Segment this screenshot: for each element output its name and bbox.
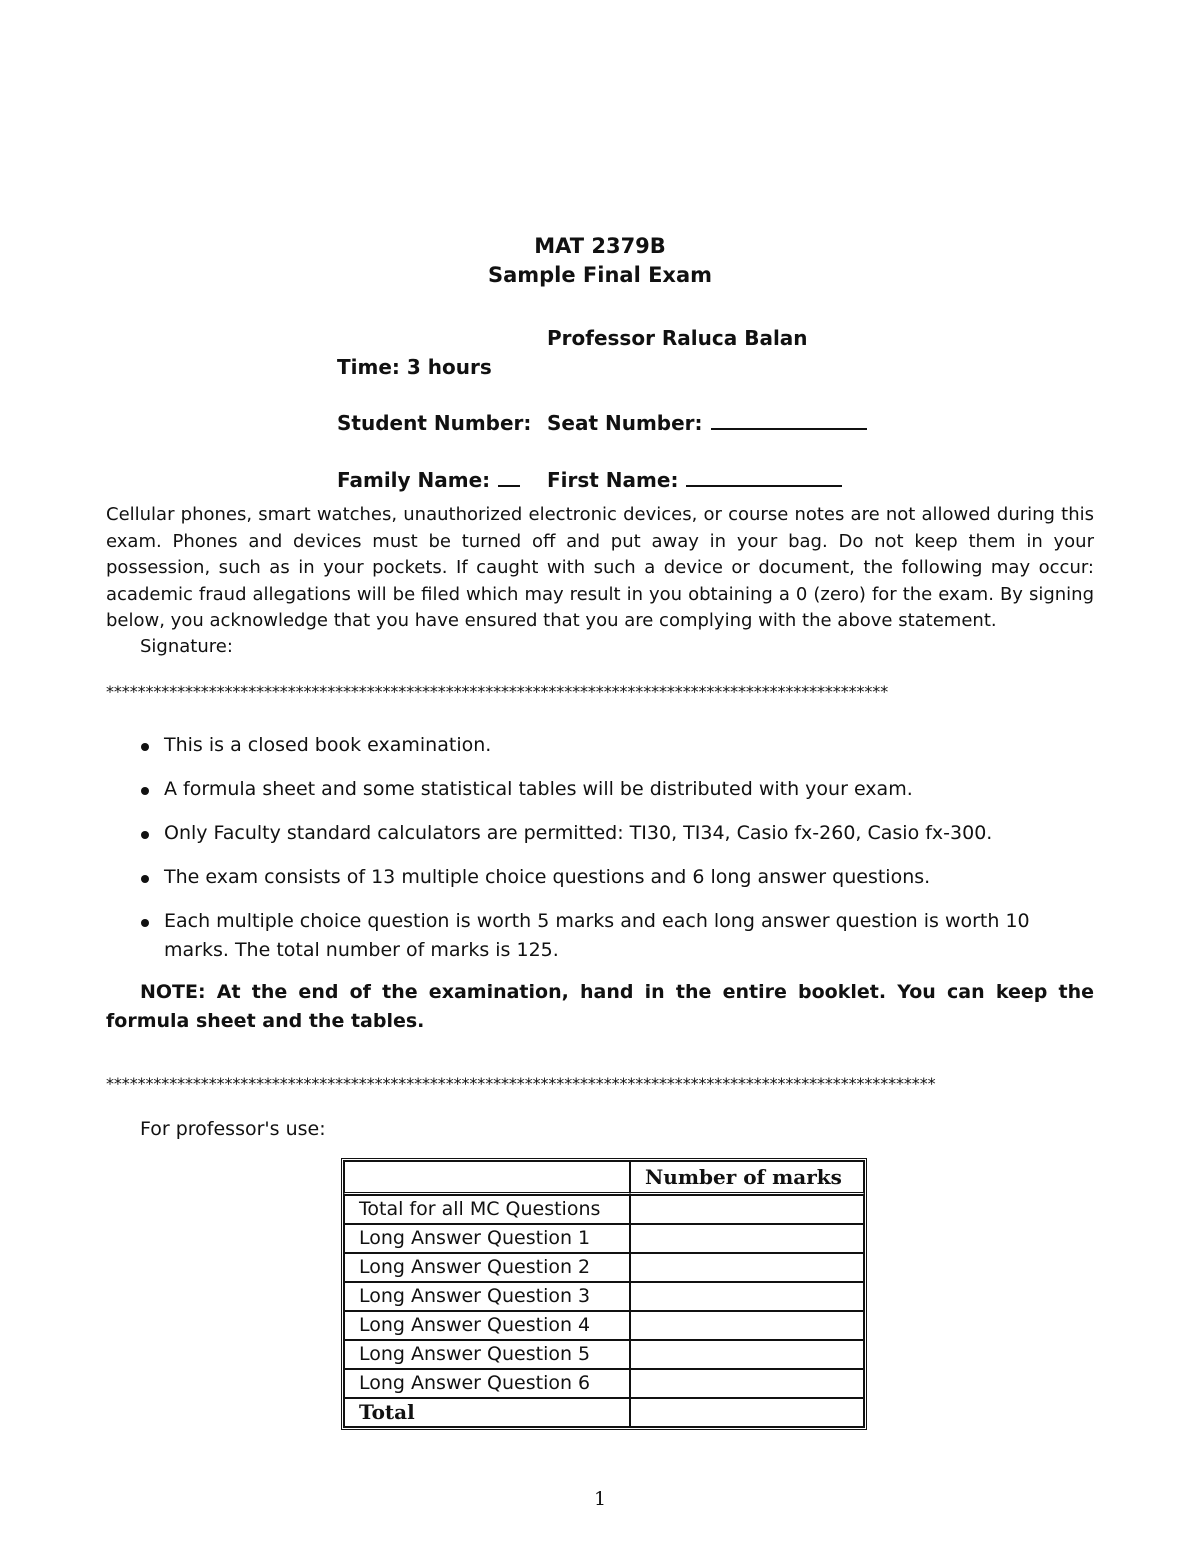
exam-time: Time: 3 hours — [337, 355, 492, 379]
separator-bottom: ********************************************************************************************************* — [106, 1074, 936, 1093]
table-row — [344, 1369, 864, 1398]
marks-cell[interactable] — [630, 1311, 864, 1340]
marks-cell[interactable] — [630, 1282, 864, 1311]
table-header-row — [344, 1161, 864, 1195]
table-row — [344, 1340, 864, 1369]
family-name-label: Family Name: — [337, 468, 491, 492]
row-label: Long Answer Question 6 — [344, 1369, 630, 1398]
table-header-empty — [344, 1161, 630, 1195]
device-policy-notice: Cellular phones, smart watches, unauthorized electronic devices, or course notes are not allowed during this exam. Phones and devices must be turned off and put away in your bag. Do not keep them in your possession, such as in your pockets. If caught with such a device or document, the following may occur: academic fraud allegations will be filed which may result in you obtaining a 0 (zero) for the exam. By signing below, you acknowledge that you have ensured that you are complying with the above statement. — [106, 504, 1094, 632]
seat-number-field[interactable] — [547, 411, 867, 435]
first-name-label: First Name: — [547, 468, 679, 492]
course-code: MAT 2379B — [534, 234, 666, 258]
separator-top: *************************************************************************************************** — [106, 682, 889, 701]
seat-number-blank[interactable] — [711, 427, 867, 430]
professor-use-label: For professor's use: — [140, 1118, 326, 1140]
student-number-label: Student Number: — [337, 411, 532, 435]
table-row — [344, 1224, 864, 1253]
row-label: Long Answer Question 1 — [344, 1224, 630, 1253]
note-block — [106, 978, 1094, 1036]
marks-cell[interactable] — [630, 1195, 864, 1224]
instructions-list — [140, 731, 1095, 980]
table-row — [344, 1195, 864, 1224]
row-label: Long Answer Question 3 — [344, 1282, 630, 1311]
row-label: Long Answer Question 4 — [344, 1311, 630, 1340]
table-row-total — [344, 1398, 864, 1427]
seat-number-label: Seat Number: — [547, 411, 703, 435]
family-name-blank[interactable] — [498, 484, 520, 487]
marks-cell[interactable] — [630, 1369, 864, 1398]
first-name-blank[interactable] — [686, 484, 842, 487]
instruction-item: This is a closed book examination. — [140, 731, 1095, 760]
instruction-item: A formula sheet and some statistical tables will be distributed with your exam. — [140, 775, 1095, 804]
marks-table — [341, 1158, 867, 1430]
professor-name: Professor Raluca Balan — [547, 326, 808, 350]
marks-cell[interactable] — [630, 1224, 864, 1253]
note-text: NOTE: At the end of the examination, hand in the entire booklet. You can keep the formula sheet and the tables. — [106, 981, 1094, 1032]
row-label: Total for all MC Questions — [344, 1195, 630, 1224]
table-row — [344, 1282, 864, 1311]
first-name-field[interactable] — [547, 468, 842, 492]
exam-title: Sample Final Exam — [487, 263, 713, 287]
marks-cell-total[interactable] — [630, 1398, 864, 1427]
row-label: Long Answer Question 2 — [344, 1253, 630, 1282]
instruction-item: The exam consists of 13 multiple choice questions and 6 long answer questions. — [140, 863, 1095, 892]
family-name-field[interactable] — [337, 468, 520, 492]
signature-label[interactable]: Signature: — [140, 636, 233, 657]
page-number: 1 — [593, 1488, 607, 1510]
instruction-item: Only Faculty standard calculators are permitted: TI30, TI34, Casio fx-260, Casio fx-300. — [140, 819, 1095, 848]
table-row — [344, 1253, 864, 1282]
row-label: Long Answer Question 5 — [344, 1340, 630, 1369]
marks-cell[interactable] — [630, 1253, 864, 1282]
table-row — [344, 1311, 864, 1340]
row-label-total: Total — [344, 1398, 630, 1427]
instruction-item: Each multiple choice question is worth 5 marks and each long answer question is worth 10 marks. The total number of marks is 125. — [140, 907, 1095, 965]
marks-cell[interactable] — [630, 1340, 864, 1369]
table-header-marks: Number of marks — [630, 1161, 864, 1195]
